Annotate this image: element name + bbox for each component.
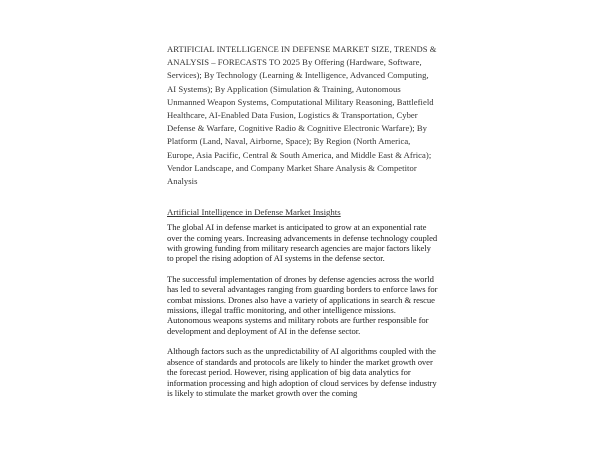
report-title: ARTIFICIAL INTELLIGENCE IN DEFENSE MARKET SIZE, TRENDS & ANALYSIS – FORECASTS TO 2025 By Offering (Hardware, Software, Services); By Technology (Learning & Intelligence, Advanced Computing, AI Systems); By Application (Simulation & Training, Autonomous Unmanned Weapon Systems, Computational Military Reasoning, Battlefield Healthcare, AI-Enabled Data Fusion, Logistics & Transportation, Cyber Defense & Warfare, Cognitive Radio & Cognitive Electronic Warfare); By Platform (Land, Naval, Airborne, Space); By Region (North America, Europe, Asia Pacific, Central & South America, and Middle East & Africa); Vendor Landscape, and Company Market Share Analysis & Competitor Analysis [167, 44, 437, 187]
content-column [167, 43, 439, 398]
paragraph-market-growth: The global AI in defense market is anticipated to grow at an exponential rate over the coming years. Increasing advancements in defense technology coupled with growing funding from military research agencies are major factors likely to propel the rising adoption of AI systems in the defense sector. [167, 222, 438, 264]
section-heading[interactable]: Artificial Intelligence in Defense Market Insights [167, 207, 341, 218]
paragraph-restraints: Although factors such as the unpredictability of AI algorithms coupled with the absence of standards and protocols are likely to hinder the market growth over the forecast period. However, rising application of big data analytics for information processing and high adoption of cloud services by defense industry is likely to stimulate the market growth over the coming [167, 346, 437, 398]
paragraph-drones: The successful implementation of drones by defense agencies across the world has led to several advantages ranging from guarding borders to enforce laws for combat missions. Drones also have a variety of applications in search & rescue missions, illegal traffic monitoring, and other intelligence missions. Autonomous weapons systems and military robots are further responsible for development and deployment of AI in the defense sector. [167, 273, 438, 336]
